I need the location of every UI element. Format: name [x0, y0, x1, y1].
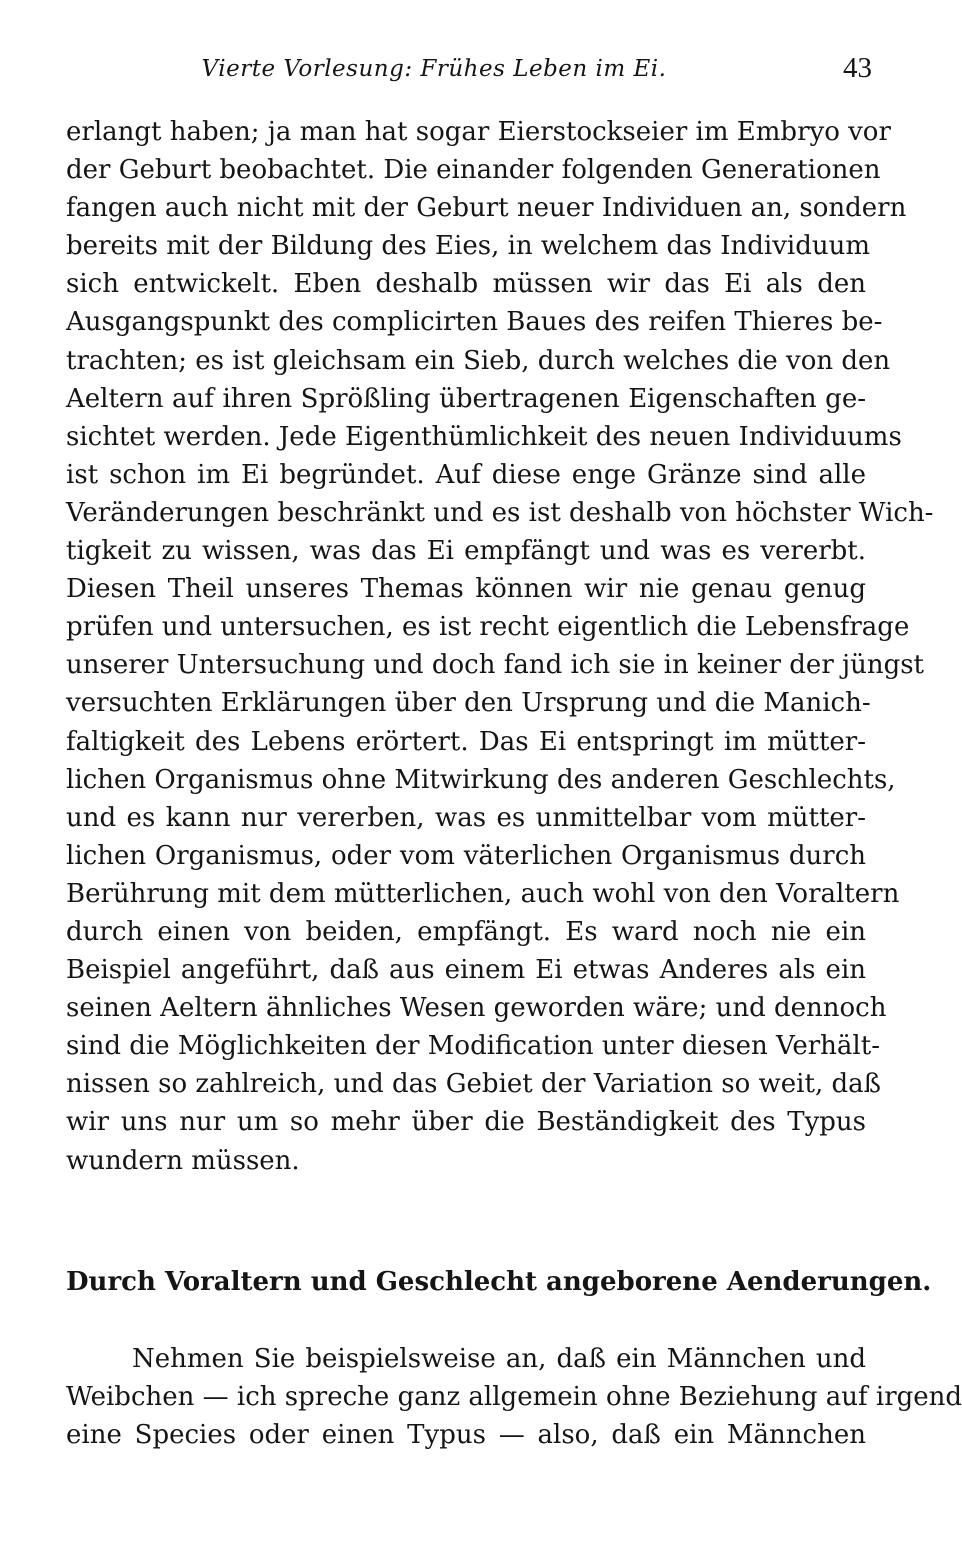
- text-line: sich entwickelt. Eben deshalb müssen wir das Ei als den: [66, 269, 866, 300]
- text-line: Beispiel angeführt, daß aus einem Ei etwas Anderes als ein: [66, 955, 866, 986]
- text-line: sind die Möglichkeiten der Modification unter diesen Verhält-: [66, 1031, 880, 1062]
- section-heading: Durch Voraltern und Geschlecht angeborene Aenderungen.: [66, 1267, 932, 1297]
- text-line: faltigkeit des Lebens erörtert. Das Ei entspringt im mütter-: [66, 726, 866, 757]
- text-line: Ausgangspunkt des complicirten Baues des reifen Thieres be-: [66, 307, 883, 338]
- text-line: sichtet werden. Jede Eigenthümlichkeit des neuen Individuums: [66, 421, 902, 452]
- text-line: Aeltern auf ihren Sprößling übertragenen Eigenschaften ge-: [66, 383, 866, 414]
- text-line: lichen Organismus ohne Mitwirkung des anderen Geschlechts,: [66, 764, 896, 795]
- text-line: trachten; es ist gleichsam ein Sieb, durch welches die von den: [66, 345, 891, 376]
- text-line: wir uns nur um so mehr über die Beständigkeit des Typus: [66, 1107, 866, 1138]
- text-line: versuchten Erklärungen über den Ursprung und die Manich-: [66, 688, 871, 719]
- text-line: Berührung mit dem mütterlichen, auch wohl von den Voraltern: [66, 878, 900, 909]
- page-number: 43: [843, 52, 872, 84]
- text-line: eine Species oder einen Typus — also, daß ein Männchen: [66, 1420, 866, 1451]
- paragraph-2: [66, 1340, 962, 1454]
- text-line: und es kann nur vererben, was es unmittelbar vom mütter-: [66, 802, 866, 833]
- text-line: tigkeit zu wissen, was das Ei empfängt und was es vererbt.: [66, 536, 866, 567]
- text-line: wundern müssen.: [66, 1145, 300, 1176]
- running-head: [66, 52, 872, 92]
- text-line: Weibchen — ich spreche ganz allgemein ohne Beziehung auf irgend: [66, 1382, 962, 1413]
- text-line: lichen Organismus, oder vom väterlichen Organismus durch: [66, 840, 866, 871]
- text-line: fangen auch nicht mit der Geburt neuer Individuen an, sondern: [66, 193, 907, 224]
- text-line: Diesen Theil unseres Themas können wir nie genau genug: [66, 574, 866, 605]
- text-line: Nehmen Sie beispielsweise an, daß ein Männchen und: [132, 1344, 866, 1374]
- text-line: ist schon im Ei begründet. Auf diese enge Gränze sind alle: [66, 459, 866, 490]
- text-line: seinen Aeltern ähnliches Wesen geworden wäre; und dennoch: [66, 993, 887, 1024]
- text-line: bereits mit der Bildung des Eies, in welchem das Individuum: [66, 231, 871, 262]
- text-line: unserer Untersuchung und doch fand ich sie in keiner der jüngst: [66, 650, 924, 681]
- text-line: Veränderungen beschränkt und es ist deshalb von höchster Wich-: [66, 497, 934, 528]
- text-line: durch einen von beiden, empfängt. Es ward noch nie ein: [66, 916, 866, 947]
- text-line: erlangt haben; ja man hat sogar Eierstockseier im Embryo vor: [66, 117, 891, 147]
- text-line: der Geburt beobachtet. Die einander folgenden Generationen: [66, 155, 881, 186]
- text-line: prüfen und untersuchen, es ist recht eigentlich die Lebensfrage: [66, 612, 910, 643]
- text-line: nissen so zahlreich, und das Gebiet der Variation so weit, daß: [66, 1069, 881, 1100]
- paragraph-1: [66, 113, 934, 1180]
- running-title: Vierte Vorlesung: Frühes Leben im Ei.: [201, 56, 667, 82]
